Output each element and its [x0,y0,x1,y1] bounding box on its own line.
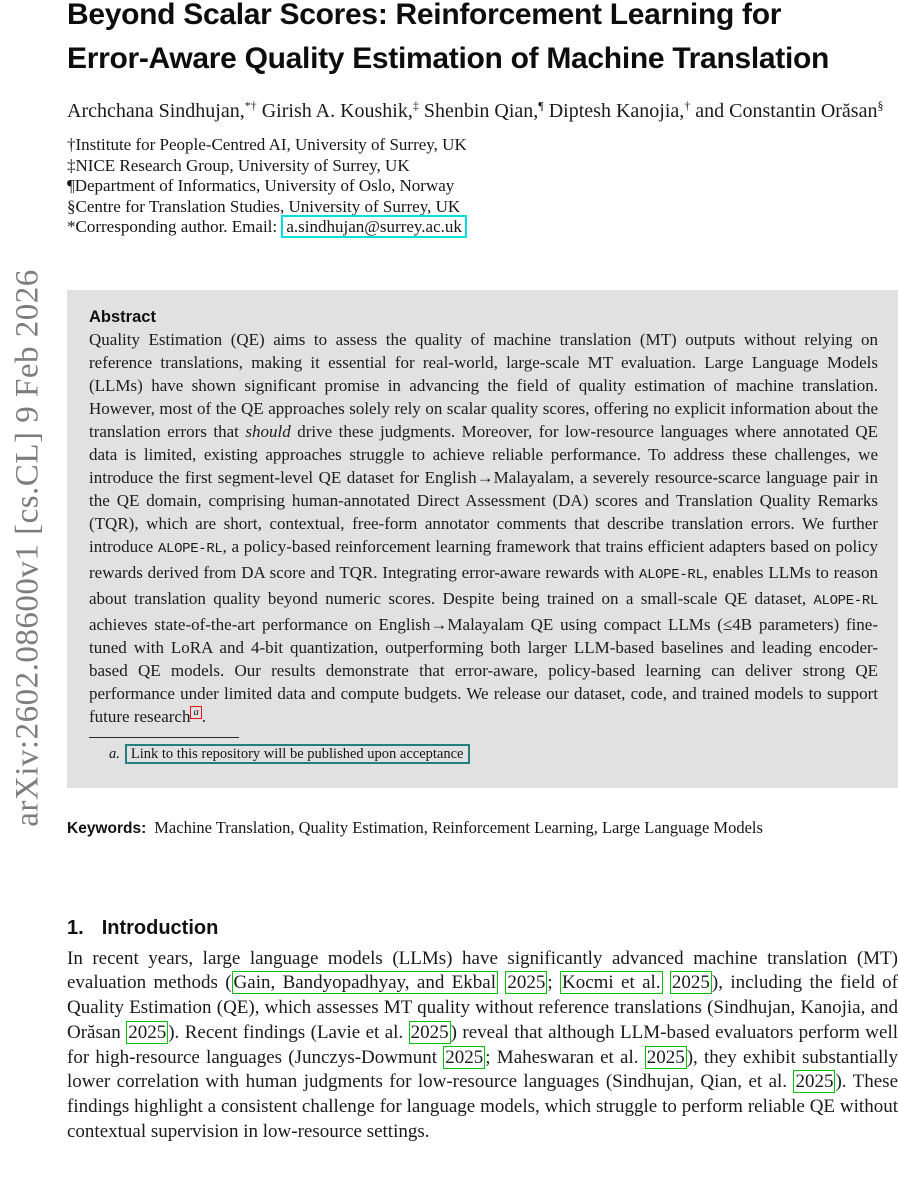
text-segment: ). Recent findings (Lavie et al. [168,1021,409,1043]
text-segment: ¶ [538,98,544,113]
text-segment: ALOPE-RL [813,592,878,609]
arxiv-watermark: arXiv:2602.08600v1 [cs.CL] 9 Feb 2026 [9,269,46,827]
paper-content [67,0,898,1145]
text-segment: ; [547,972,560,994]
footnote-marker-link[interactable]: a [190,706,201,719]
text-segment: In recent years, large language models (LLMs) have significantly advanced machine translation (MT) evaluation methods ( [67,947,898,994]
section-title: Introduction [101,916,219,939]
abstract-heading: Abstract [89,307,156,326]
citation-link[interactable]: 2025 [128,1021,167,1043]
citation-link[interactable]: 2025 [507,972,546,994]
text-segment: § [877,98,884,113]
citation-link[interactable]: Kocmi et al. [561,972,661,994]
citation-link[interactable]: Gain, Bandyopadhyay, and Ekbal [233,972,497,994]
paper-title-line: Beyond Scalar Scores: Reinforcement Learning for [67,0,782,31]
text-segment: Archchana Sindhujan, [67,100,245,122]
email-link[interactable]: a.sindhujan@surrey.ac.uk [281,215,467,238]
keywords-label: Keywords: [67,819,147,837]
text-segment: ; Maheswaran et al. [485,1046,645,1068]
text-segment: should [245,421,291,441]
affiliation-line: ‡NICE Research Group, University of Surrey, UK [67,155,410,175]
text-segment: ). These findings highlight a consistent challenge for language models, which struggle to perform reliable QE without contextual supervision in low-resource settings. [67,1071,898,1143]
abstract-section [67,290,898,788]
abstract-text [89,328,878,728]
text-segment: Shenbin Qian, [418,100,539,122]
text-segment [663,972,670,993]
text-segment: *Corresponding author. Email: [67,217,282,236]
text-segment: ), including the field of Quality Estimation (QE), which assesses MT quality without reference translations (Sindhujan, Kanojia, and Orăsan [67,972,898,1043]
affiliation-line: ¶Department of Informatics, University of Oslo, Norway [67,176,455,195]
section-heading-introduction [67,915,898,941]
affiliation-line: †Institute for People-Centred AI, University of Surrey, UK [67,135,467,154]
introduction-paragraph [67,947,898,1145]
text-segment: ) reveal that although LLM-based evaluators perform well for high-resource languages (Junczys-Dowmunt [67,1021,898,1068]
keywords-text: Machine Translation, Quality Estimation, Reinforcement Learning, Large Language Models [154,817,763,837]
text-segment: drive these judgments. Moreover, for low-resource languages where annotated QE data is limited, existing approaches struggle to achieve reliable performance. To address these challenges, we introduce the first segment-level QE dataset for English→Malayalam, a severely resource-scarce language pair in the QE domain, comprising human-annotated Direct Assessment (DA) scores and Translation Quality Remarks (TQR), which are short, contextual, free-form annotator comments that describe translation errors. We further introduce [89,421,878,556]
text-segment: , a policy-based reinforcement learning framework that trains efficient adapters based on policy rewards derived from DA score and TQR. Integrating error-aware rewards with [89,536,878,582]
corresponding-author-line [67,217,898,238]
text-segment: Diptesh Kanojia, [543,100,685,122]
author-list [67,97,898,125]
text-segment: ALOPE-RL [639,566,704,583]
citation-link[interactable]: 2025 [445,1046,484,1068]
text-segment: , enables LLMs to reason about translation quality beyond numeric scores. Despite being trained on a small-scale QE dataset, [89,562,878,608]
text-segment: ALOPE-RL [157,540,223,557]
footnote-label: a. [109,745,120,762]
text-segment: Quality Estimation (QE) aims to assess the quality of machine translation (MT) outputs without relying on reference translations, making it essential for real-world, large-scale MT evaluation. Large Language Models (LLMs) have shown significant promise in advancing the field of quality estimation of machine translation. However, most of the QE approaches solely rely on scalar quality scores, offering no explicit information about the translation errors that [89,329,878,441]
citation-link[interactable]: 2025 [646,1046,685,1068]
keywords-line [67,818,898,839]
text-segment: ), they exhibit substantially lower correlation with human judgments for low-resource languages (Sindhujan, Qian, et al. [67,1046,898,1093]
text-segment: Girish A. Koushik, [256,100,413,122]
text-segment: † [684,98,691,113]
paper-title-line: Error-Aware Quality Estimation of Machine Translation [67,42,830,75]
paper-title [67,0,898,81]
footnote-rule [89,737,239,738]
text-segment: *† [244,98,257,113]
text-segment: achieves state-of-the-art performance on English→Malayalam QE using compact LLMs (≤4B parameters) fine-tuned with LoRA and 4-bit quantization, outperforming both larger LLM-based baselines and leading encoder-based QE models. Our results demonstrate that error-aware, policy-based learning can deliver strong QE performance under limited data and compute budgets. We release our dataset, code, and trained models to support future research [89,614,878,726]
citation-link[interactable]: 2025 [671,972,710,994]
citation-link[interactable]: 2025 [795,1071,834,1093]
text-segment: . [201,706,206,726]
footnote-link[interactable]: Link to this repository will be published upon acceptance [125,744,470,764]
footnote [89,745,878,764]
section-number: 1. [67,916,84,939]
citation-link[interactable]: 2025 [410,1021,449,1043]
affiliation-line: §Centre for Translation Studies, University of Surrey, UK [67,196,461,216]
text-segment: ‡ [412,98,419,113]
text-segment: and Constantin Orăsan [690,100,878,122]
affiliations [67,135,898,238]
